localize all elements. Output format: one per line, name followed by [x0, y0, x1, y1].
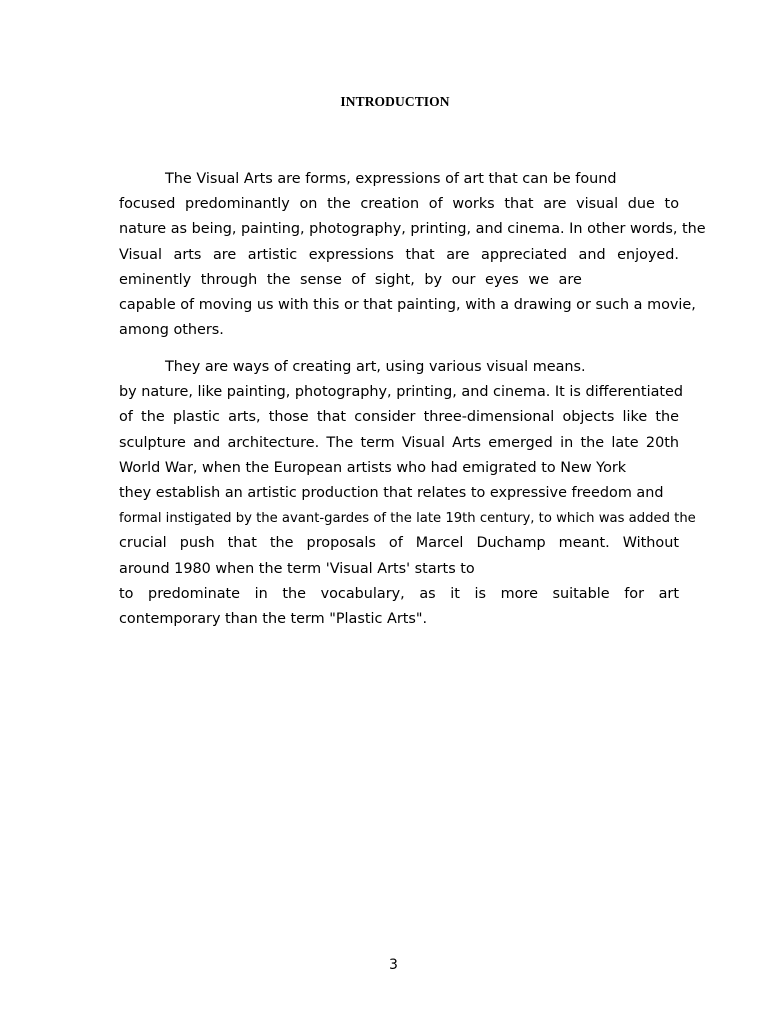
paragraph-line: to predominate in the vocabulary, as it is more suitable for art — [119, 585, 679, 602]
paragraph-line: The Visual Arts are forms, expressions of art that can be found — [165, 171, 617, 187]
paragraph-line: crucial push that the proposals of Marcel Duchamp meant. Without — [119, 535, 679, 552]
paragraph-2 — [119, 355, 696, 632]
paragraph-line: focused predominantly on the creation of works that are visual due to — [119, 196, 679, 213]
paragraph-line: Visual arts are artistic expressions that are appreciated and enjoyed. — [119, 246, 679, 263]
paragraph-line: by nature, like painting, photography, printing, and cinema. It is differentiated — [119, 384, 684, 401]
paragraph-line: contemporary than the term "Plastic Arts". — [119, 610, 428, 627]
paragraph-1 — [119, 167, 706, 343]
page-number: 3 — [389, 957, 398, 973]
paragraph-line: They are ways of creating art, using various visual means. — [165, 359, 586, 375]
paragraph-line: World War, when the European artists who had emigrated to New York — [119, 459, 627, 476]
paragraph-line: sculpture and architecture. The term Visual Arts emerged in the late 20th — [119, 434, 679, 451]
paragraph-line: nature as being, painting, photography, printing, and cinema. In other words, the — [119, 221, 706, 238]
paragraph-line: among others. — [119, 322, 224, 339]
paragraph-line: they establish an artistic production that relates to expressive freedom and — [119, 484, 664, 501]
paragraph-line: formal instigated by the avant-gardes of the late 19th century, to which was added the — [119, 511, 696, 527]
paragraph-line: around 1980 when the term 'Visual Arts' starts to — [119, 560, 475, 577]
paragraph-line: capable of moving us with this or that painting, with a drawing or such a movie, — [119, 296, 696, 313]
paragraph-line: of the plastic arts, those that consider three-dimensional objects like the — [119, 409, 679, 426]
page-heading: INTRODUCTION — [340, 94, 450, 109]
paragraph-line: eminently through the sense of sight, by our eyes we are — [119, 271, 582, 288]
